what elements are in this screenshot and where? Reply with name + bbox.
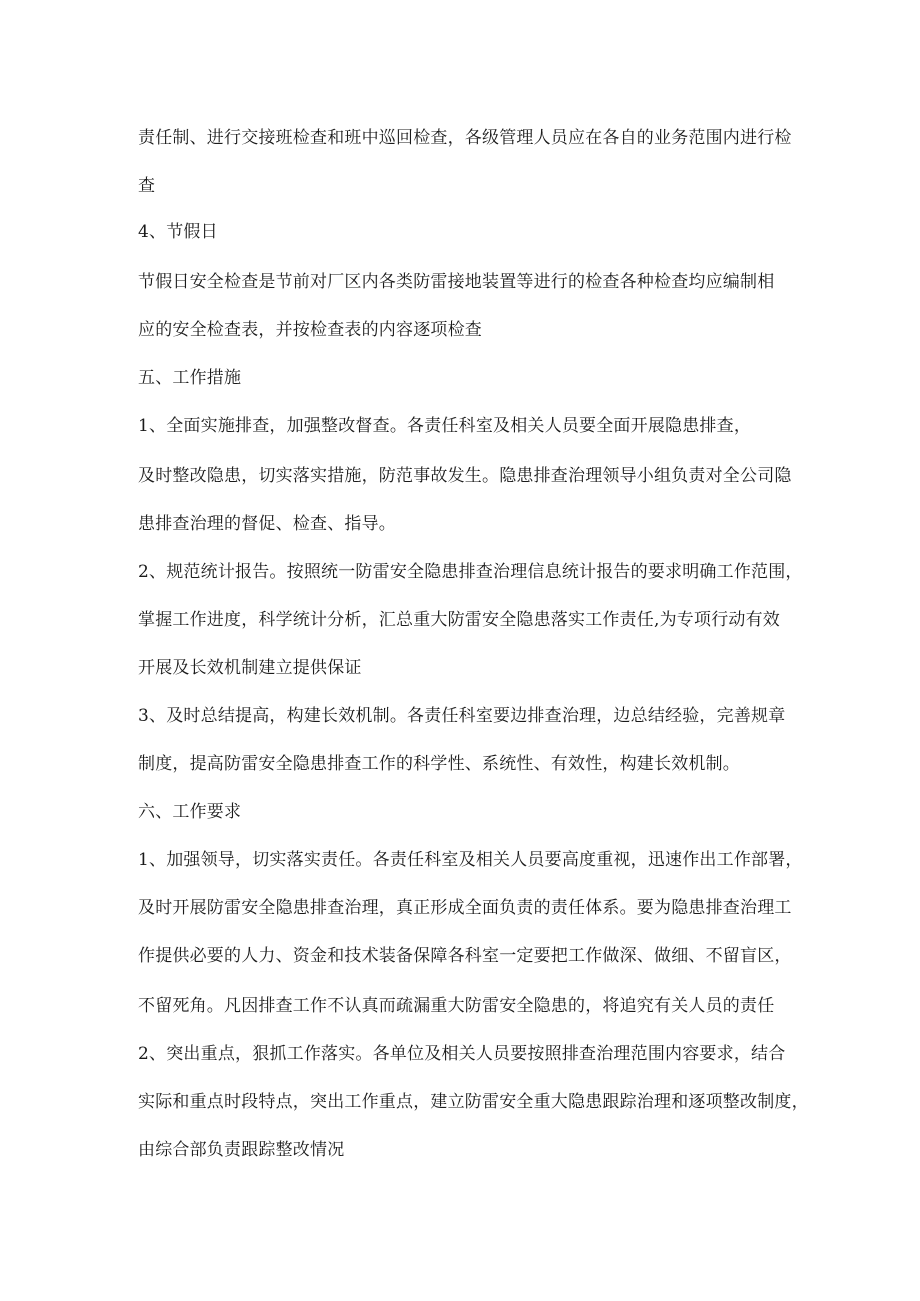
section-heading: 六、工作要求 [138,802,242,822]
text-line: 不留死角。凡因排查工作不认真而疏漏重大防雷安全隐患的，将追究有关人员的责任 [138,996,775,1016]
text-line: 1、全面实施排查，加强整改督查。各责任科室及相关人员要全面开展隐患排查， [138,416,752,436]
section-heading: 4、节假日 [138,222,218,242]
text-line: 患排查治理的督促、检查、指导。 [138,514,396,534]
text-line: 实际和重点时段特点，突出工作重点，建立防雷安全重大隐患跟踪治理和逐项整改制度， [138,1092,809,1112]
section-heading: 五、工作措施 [138,368,242,388]
text-line: 及时开展防雷安全隐患排查治理，真正形成全面负责的责任体系。要为隐患排查治理工 [138,898,792,918]
text-line: 作提供必要的人力、资金和技术装备保障各科室一定要把工作做深、做细、不留盲区， [138,946,792,966]
text-line: 2、突出重点，狠抓工作落实。各单位及相关人员要按照排查治理范围内容要求，结合 [138,1044,786,1064]
text-line: 及时整改隐患，切实落实措施，防范事故发生。隐患排查治理领导小组负责对全公司隐 [138,466,792,486]
text-line: 2、规范统计报告。按照统一防雷安全隐患排查治理信息统计报告的要求明确工作范围， [138,562,803,582]
text-line: 由综合部负责跟踪整改情况 [138,1140,345,1160]
text-line: 制度，提高防雷安全隐患排查工作的科学性、系统性、有效性，构建长效机制。 [138,754,740,774]
text-line: 1、加强领导，切实落实责任。各责任科室及相关人员要高度重视，迅速作出工作部署， [138,850,803,870]
text-line: 应的安全检查表，并按检查表的内容逐项检查 [138,320,482,340]
text-line: 掌握工作进度，科学统计分析，汇总重大防雷安全隐患落实工作责任,为专项行动有效 [138,610,781,630]
text-line: 3、及时总结提高，构建长效机制。各责任科室要边排查治理，边总结经验，完善规章 [138,706,786,726]
text-line: 开展及长效机制建立提供保证 [138,658,362,678]
text-line: 责任制、进行交接班检查和班中巡回检查，各级管理人员应在各自的业务范围内进行检 [138,128,792,148]
text-line: 查 [138,176,156,196]
text-line: 节假日安全检查是节前对厂区内各类防雷接地装置等进行的检查各种检查均应编制相 [138,272,775,292]
